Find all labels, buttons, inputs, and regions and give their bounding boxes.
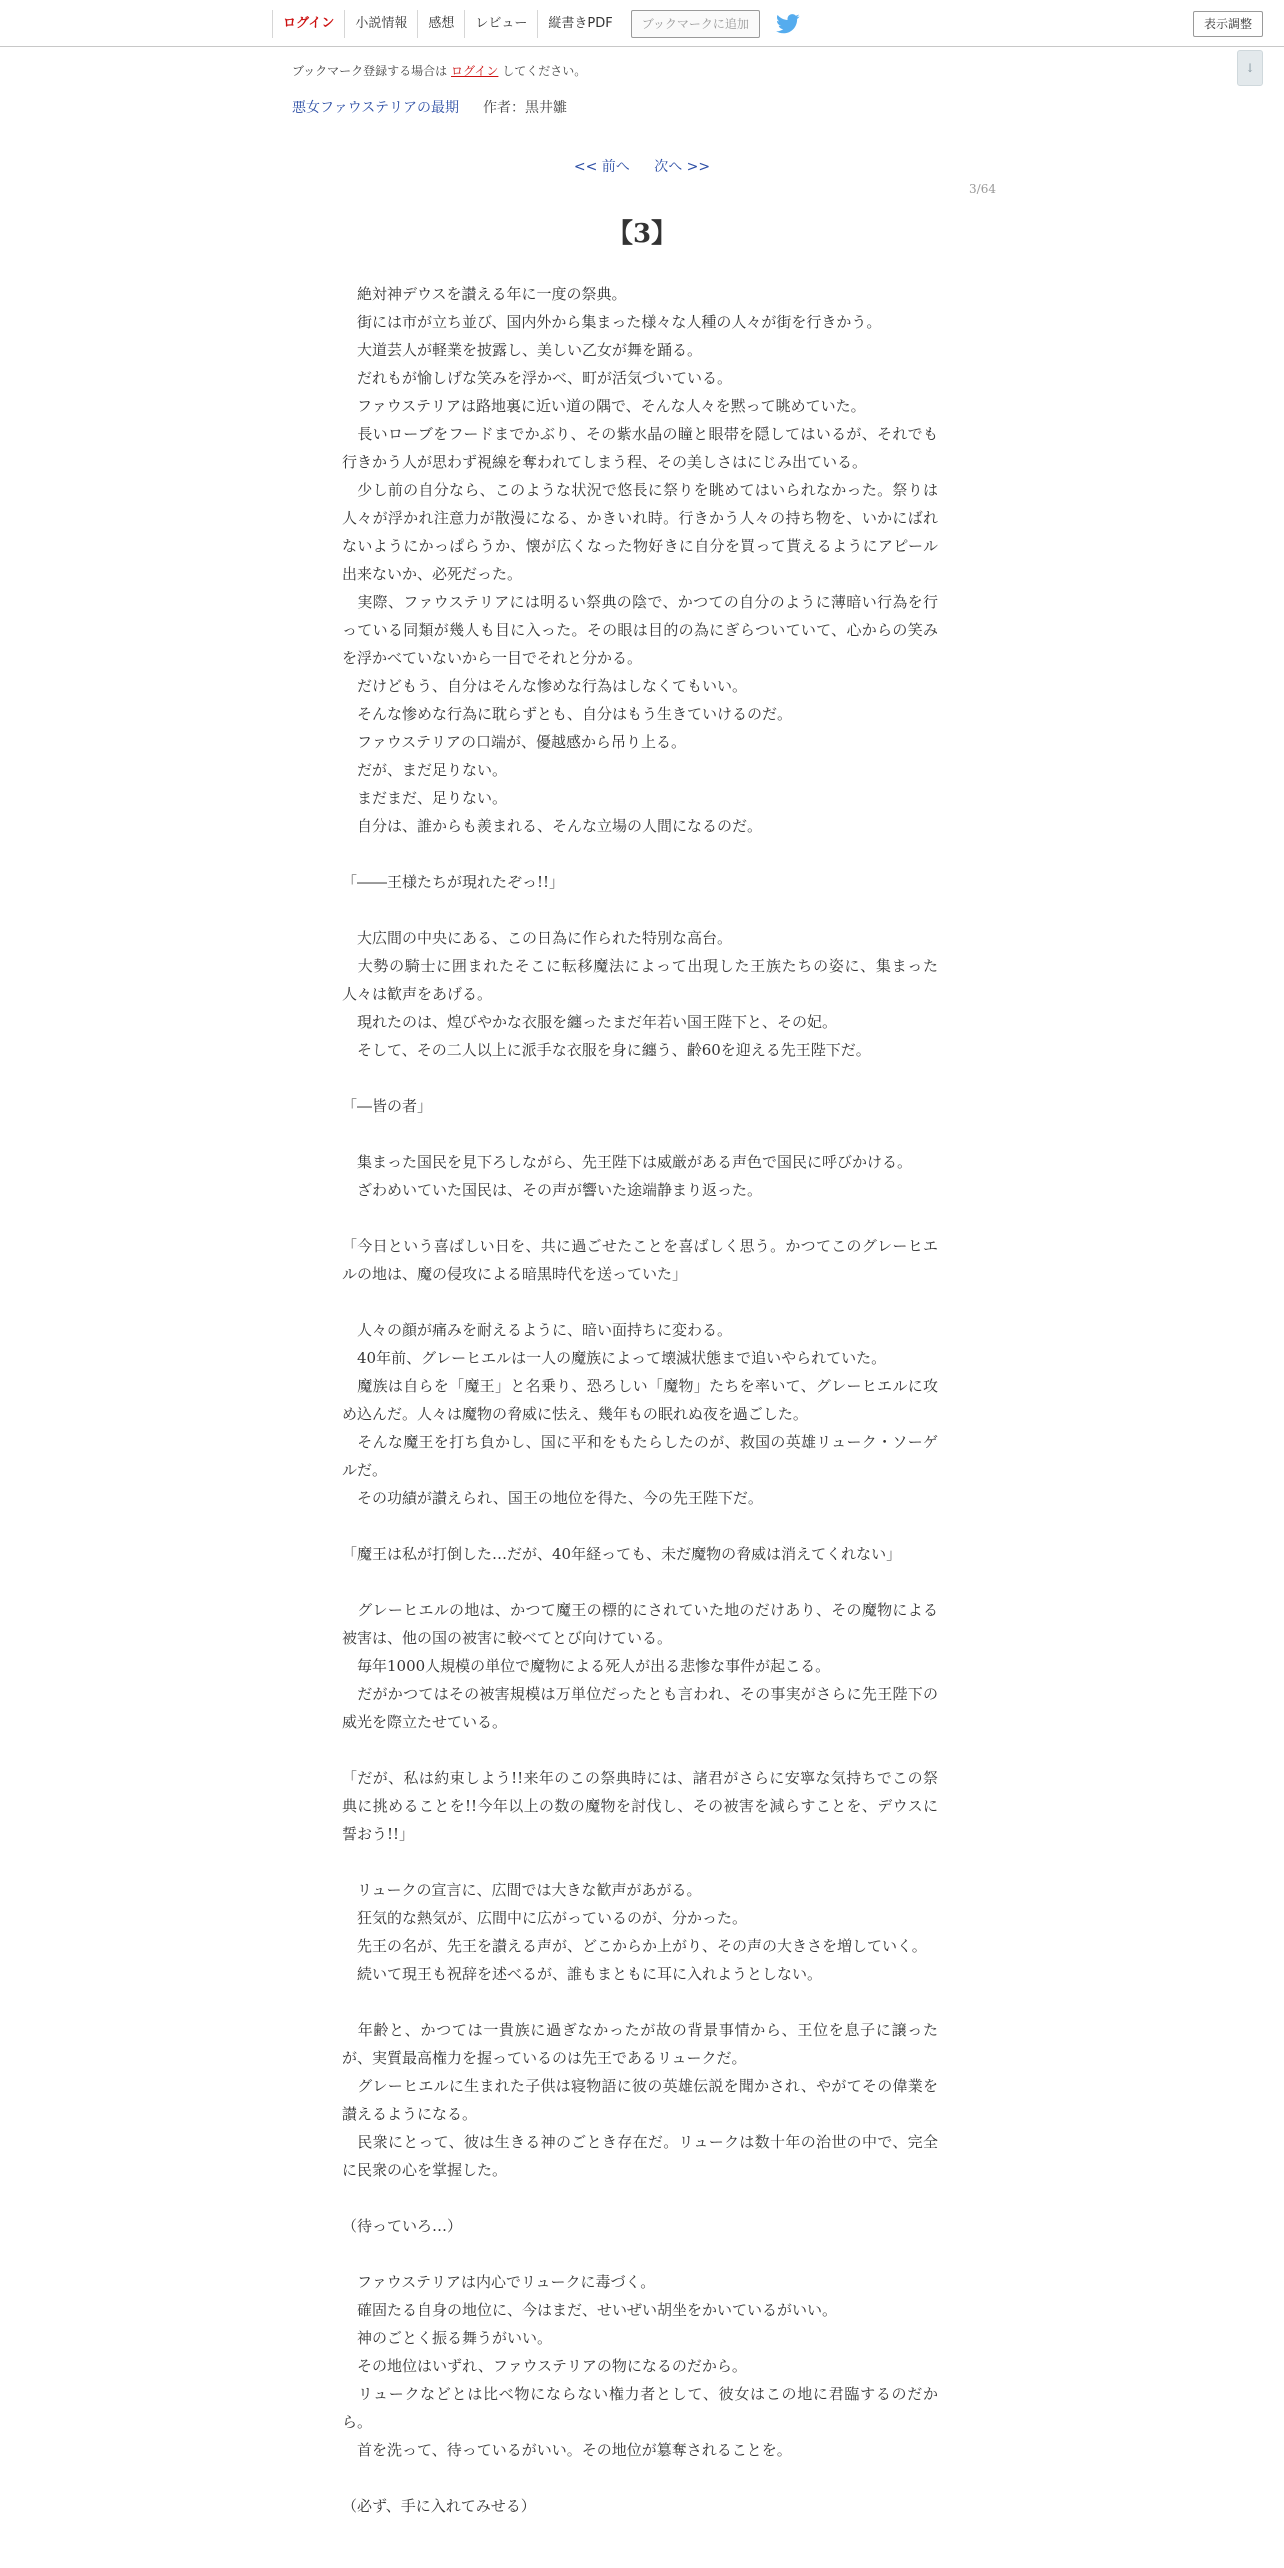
body-paragraph <box>342 1512 938 1540</box>
body-paragraph: そんな魔王を打ち負かし、国に平和をもたらしたのが、救国の英雄リューク・ソーゲルだ。 <box>342 1433 938 1479</box>
body-paragraph <box>342 840 938 868</box>
body-paragraph: 大勢の騎士に囲まれたそこに転移魔法によって出現した王族たちの姿に、集まった人々は歓声をあげる。 <box>342 957 938 1003</box>
body-paragraph: ざわめいていた国民は、その声が響いた途端静まり返った。 <box>342 1181 763 1199</box>
body-paragraph <box>342 2240 938 2268</box>
body-paragraph: 現れたのは、煌びやかな衣服を纏ったまだ年若い国王陛下と、その妃。 <box>342 1013 838 1031</box>
body-paragraph: ファウステリアの口端が、優越感から吊り上る。 <box>342 733 686 751</box>
body-paragraph: 大道芸人が軽業を披露し、美しい乙女が舞を踊る。 <box>342 341 703 359</box>
down-arrow-icon[interactable]: ↓ <box>1237 50 1263 86</box>
body-paragraph <box>342 1736 938 1764</box>
body-paragraph: ファウステリアは路地裏に近い道の隅で、そんな人々を黙って眺めていた。 <box>342 397 866 415</box>
body-paragraph: 実際、ファウステリアには明るい祭典の陰で、かつての自分のように薄暗い行為を行っている同類が幾人も目に入った。その眼は目的の為にぎらついていて、心からの笑みを浮かべていないから一目でそれと分かる。 <box>342 593 938 667</box>
chapter-title: 【3】 <box>606 219 678 249</box>
body-paragraph: 「今日という喜ばしい日を、共に過ごせたことを喜ばしく思う。かつてこのグレーヒエルの地は、魔の侵攻による暗黒時代を送っていた」 <box>342 1237 938 1283</box>
notice-suffix: してください。 <box>502 64 587 78</box>
nav-novel-info[interactable]: 小説情報 <box>344 10 417 38</box>
body-paragraph: 続いて現王も祝辞を述べるが、誰もまともに耳に入れようとしない。 <box>342 1965 823 1983</box>
body-paragraph: 確固たる自身の地位に、今はまだ、せいぜい胡坐をかいているがいい。 <box>342 2301 838 2319</box>
body-paragraph: 民衆にとって、彼は生きる神のごとき存在だ。リュークは数十年の治世の中で、完全に民衆の心を掌握した。 <box>342 2133 938 2179</box>
body-paragraph: だれもが愉しげな笑みを浮かべ、町が活気づいている。 <box>342 369 733 387</box>
body-paragraph: 「だが、私は約束しよう!!来年のこの祭典時には、諸君がさらに安寧な気持ちでこの祭典に挑めることを!!今年以上の数の魔物を討伐し、その被害を減らすことを、デウスに誓おう!!」 <box>342 1769 938 1843</box>
chapter-pager <box>0 156 1284 176</box>
body-paragraph <box>342 2464 938 2492</box>
novel-meta <box>292 97 567 117</box>
bookmark-notice <box>292 62 586 79</box>
top-navigation-bar <box>0 0 1284 47</box>
body-paragraph: 少し前の自分なら、このような状況で悠長に祭りを眺めてはいられなかった。祭りは人々が浮かれ注意力が散漫になる、かきいれ時。行きかう人々の持ち物を、いかにばれないようにかっぱらうか、懐が広くなった物好きに自分を買って貰えるようにアピール出来ないか、必死だった。 <box>342 481 938 583</box>
body-paragraph <box>342 1988 938 2016</box>
body-paragraph <box>342 1120 938 1148</box>
body-paragraph: ファウステリアは内心でリュークに毒づく。 <box>342 2273 656 2291</box>
novel-body <box>342 280 938 2520</box>
prev-chapter-link[interactable]: << 前へ <box>573 159 630 175</box>
nav-review[interactable]: レビュー <box>464 10 537 38</box>
body-paragraph <box>342 1204 938 1232</box>
body-paragraph: リュークの宣言に、広間では大きな歓声があがる。 <box>342 1881 702 1899</box>
body-paragraph <box>342 1568 938 1596</box>
body-paragraph: 神のごとく振る舞うがいい。 <box>342 2329 553 2347</box>
nav-impressions[interactable]: 感想 <box>417 10 464 38</box>
body-paragraph: グレーヒエルの地は、かつて魔王の標的にされていた地のだけあり、その魔物による被害は、他の国の被害に較べてとび向けている。 <box>342 1601 938 1647</box>
body-paragraph: 首を洗って、待っているがいい。その地位が簒奪されることを。 <box>342 2441 792 2459</box>
body-paragraph: 集まった国民を見下ろしながら、先王陛下は威厳がある声色で国民に呼びかける。 <box>342 1153 913 1171</box>
body-paragraph <box>342 1064 938 1092</box>
next-chapter-link[interactable]: 次へ >> <box>654 159 711 175</box>
body-paragraph: 絶対神デウスを讃える年に一度の祭典。 <box>342 285 627 303</box>
body-paragraph: （待っていろ…） <box>342 2217 463 2235</box>
body-paragraph: 狂気的な熱気が、広間中に広がっているのが、分かった。 <box>342 1909 748 1927</box>
body-paragraph: グレーヒエルに生まれた子供は寝物語に彼の英雄伝説を聞かされ、やがてその偉業を讃えるようになる。 <box>342 2077 938 2123</box>
author-name: 作者：黒井雛 <box>483 100 568 116</box>
body-paragraph: その地位はいずれ、ファウステリアの物になるのだから。 <box>342 2357 747 2375</box>
nav-login[interactable]: ログイン <box>272 10 344 38</box>
body-paragraph <box>342 1288 938 1316</box>
page-count: 3/64 <box>969 182 996 196</box>
body-paragraph <box>342 2184 938 2212</box>
bookmark-add-button[interactable]: ブックマークに追加 <box>631 10 760 38</box>
body-paragraph: 「―皆の者」 <box>342 1097 433 1115</box>
body-paragraph: 人々の顔が痛みを耐えるように、暗い面持ちに変わる。 <box>342 1321 733 1339</box>
notice-login-link[interactable]: ログイン <box>451 64 499 78</box>
body-paragraph: 街には市が立ち並び、国内外から集まった様々な人種の人々が街を行きかう。 <box>342 313 882 331</box>
body-paragraph: 先王の名が、先王を讃える声が、どこからか上がり、その声の大きさを増していく。 <box>342 1937 927 1955</box>
body-paragraph: 毎年1000人規模の単位で魔物による死人が出る悲惨な事件が起こる。 <box>342 1657 831 1675</box>
body-paragraph: 自分は、誰からも羨まれる、そんな立場の人間になるのだ。 <box>342 817 763 835</box>
twitter-bird-icon[interactable] <box>776 14 800 34</box>
body-paragraph: そして、その二人以上に派手な衣服を身に纏う、齢60を迎える先王陛下だ。 <box>342 1041 871 1059</box>
body-paragraph: 長いローブをフードまでかぶり、その紫水晶の瞳と眼帯を隠してはいるが、それでも行きかう人が思わず視線を奪われてしまう程、その美しさはにじみ出ている。 <box>342 425 938 471</box>
body-paragraph <box>342 896 938 924</box>
body-paragraph: そんな惨めな行為に耽らずとも、自分はもう生きていけるのだ。 <box>342 705 793 723</box>
main-nav <box>272 8 800 40</box>
body-paragraph: まだまだ、足りない。 <box>342 789 508 807</box>
body-paragraph: だがかつてはその被害規模は万単位だったとも言われ、その事実がさらに先王陛下の威光を際立たせている。 <box>342 1685 938 1731</box>
body-paragraph: 大広間の中央にある、この日為に作られた特別な高台。 <box>342 929 733 947</box>
body-paragraph: 40年前、グレーヒエルは一人の魔族によって壊滅状態まで追いやられていた。 <box>342 1349 887 1367</box>
body-paragraph: その功績が讃えられ、国王の地位を得た、今の先王陛下だ。 <box>342 1489 763 1507</box>
body-paragraph: だが、まだ足りない。 <box>342 761 508 779</box>
notice-prefix: ブックマーク登録する場合は <box>292 64 448 78</box>
body-paragraph: 年齢と、かつては一貴族に過ぎなかったが故の背景事情から、王位を息子に譲ったが、実質最高権力を握っているのは先王であるリュークだ。 <box>342 2021 938 2067</box>
nav-vertical-pdf[interactable]: 縦書きPDF <box>537 10 622 38</box>
body-paragraph: だけどもう、自分はそんな惨めな行為はしなくてもいい。 <box>342 677 748 695</box>
body-paragraph: 「――王様たちが現れたぞっ!!」 <box>342 873 565 891</box>
body-paragraph <box>342 1848 938 1876</box>
novel-title-link[interactable]: 悪女ファウステリアの最期 <box>292 100 460 116</box>
display-settings-button[interactable]: 表示調整 <box>1193 11 1263 37</box>
body-paragraph: 魔族は自らを「魔王」と名乗り、恐ろしい「魔物」たちを率いて、グレーヒエルに攻め込んだ。人々は魔物の脅威に怯え、幾年もの眠れぬ夜を過ごした。 <box>342 1377 938 1423</box>
body-paragraph: リュークなどとは比べ物にならない権力者として、彼女はこの地に君臨するのだから。 <box>342 2385 938 2431</box>
body-paragraph: （必ず、手に入れてみせる） <box>342 2497 536 2515</box>
body-paragraph: 「魔王は私が打倒した…だが、40年経っても、未だ魔物の脅威は消えてくれない」 <box>342 1545 902 1563</box>
